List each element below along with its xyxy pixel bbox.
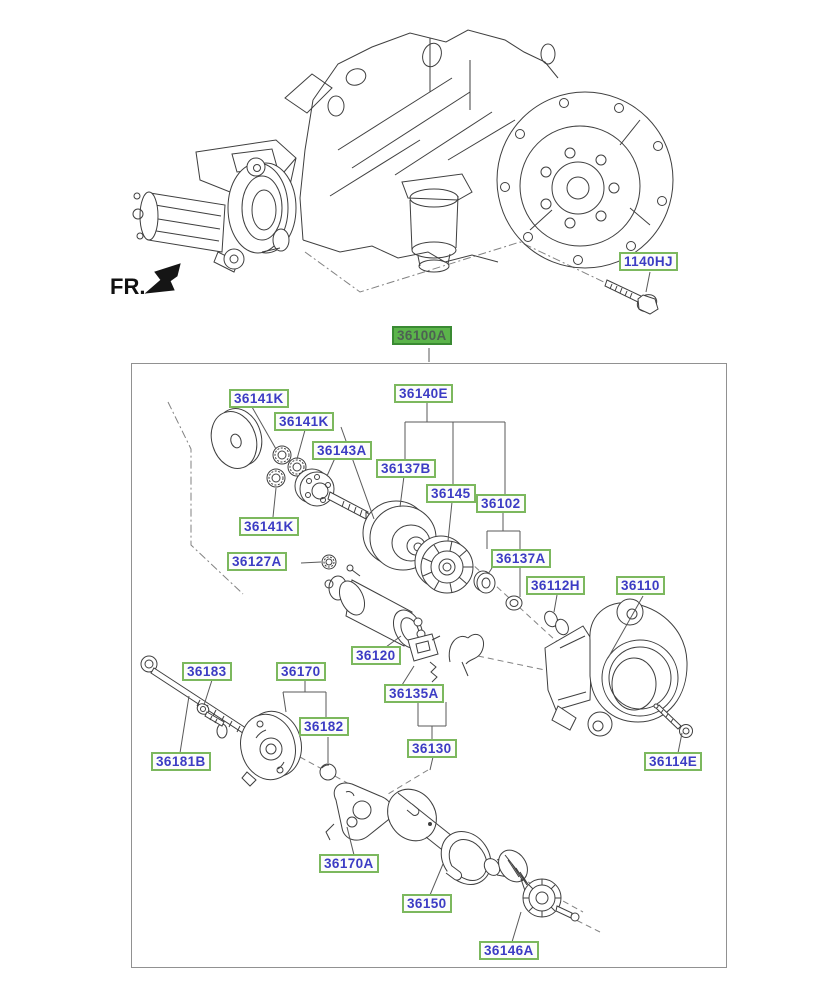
callout-36127A[interactable]: 36127A	[227, 552, 287, 571]
callout-36170[interactable]: 36170	[276, 662, 326, 681]
callout-36110[interactable]: 36110	[616, 576, 665, 595]
callout-36102[interactable]: 36102	[476, 494, 526, 513]
callout-36141K-3[interactable]: 36141K	[239, 517, 299, 536]
callout-36120[interactable]: 36120	[351, 646, 401, 665]
starter-motor-sketch	[133, 140, 296, 272]
callout-36170A[interactable]: 36170A	[319, 854, 379, 873]
bolt-1140hj-art	[605, 280, 659, 314]
callout-36137B[interactable]: 36137B	[376, 459, 436, 478]
callout-36143A[interactable]: 36143A	[312, 441, 372, 460]
callout-36181B[interactable]: 36181B	[151, 752, 211, 771]
callout-36182[interactable]: 36182	[299, 717, 349, 736]
fr-label: FR.	[110, 274, 146, 299]
callout-36141K-2[interactable]: 36141K	[274, 412, 334, 431]
callout-36146A[interactable]: 36146A	[479, 941, 539, 960]
fr-arrow-icon	[146, 264, 180, 293]
callout-36141K-1[interactable]: 36141K	[229, 389, 289, 408]
callout-36145[interactable]: 36145	[426, 484, 476, 503]
callout-36140E[interactable]: 36140E	[394, 384, 453, 403]
engine-sketch	[285, 30, 673, 272]
callout-36137A[interactable]: 36137A	[491, 549, 551, 568]
callout-36114E[interactable]: 36114E	[644, 752, 702, 771]
callout-1140HJ[interactable]: 1140HJ	[619, 252, 678, 271]
callout-36183[interactable]: 36183	[182, 662, 232, 681]
callout-36150[interactable]: 36150	[402, 894, 452, 913]
callout-36100A[interactable]: 36100A	[392, 326, 452, 345]
callout-36135A[interactable]: 36135A	[384, 684, 444, 703]
callout-36112H[interactable]: 36112H	[526, 576, 585, 595]
callout-36130[interactable]: 36130	[407, 739, 457, 758]
